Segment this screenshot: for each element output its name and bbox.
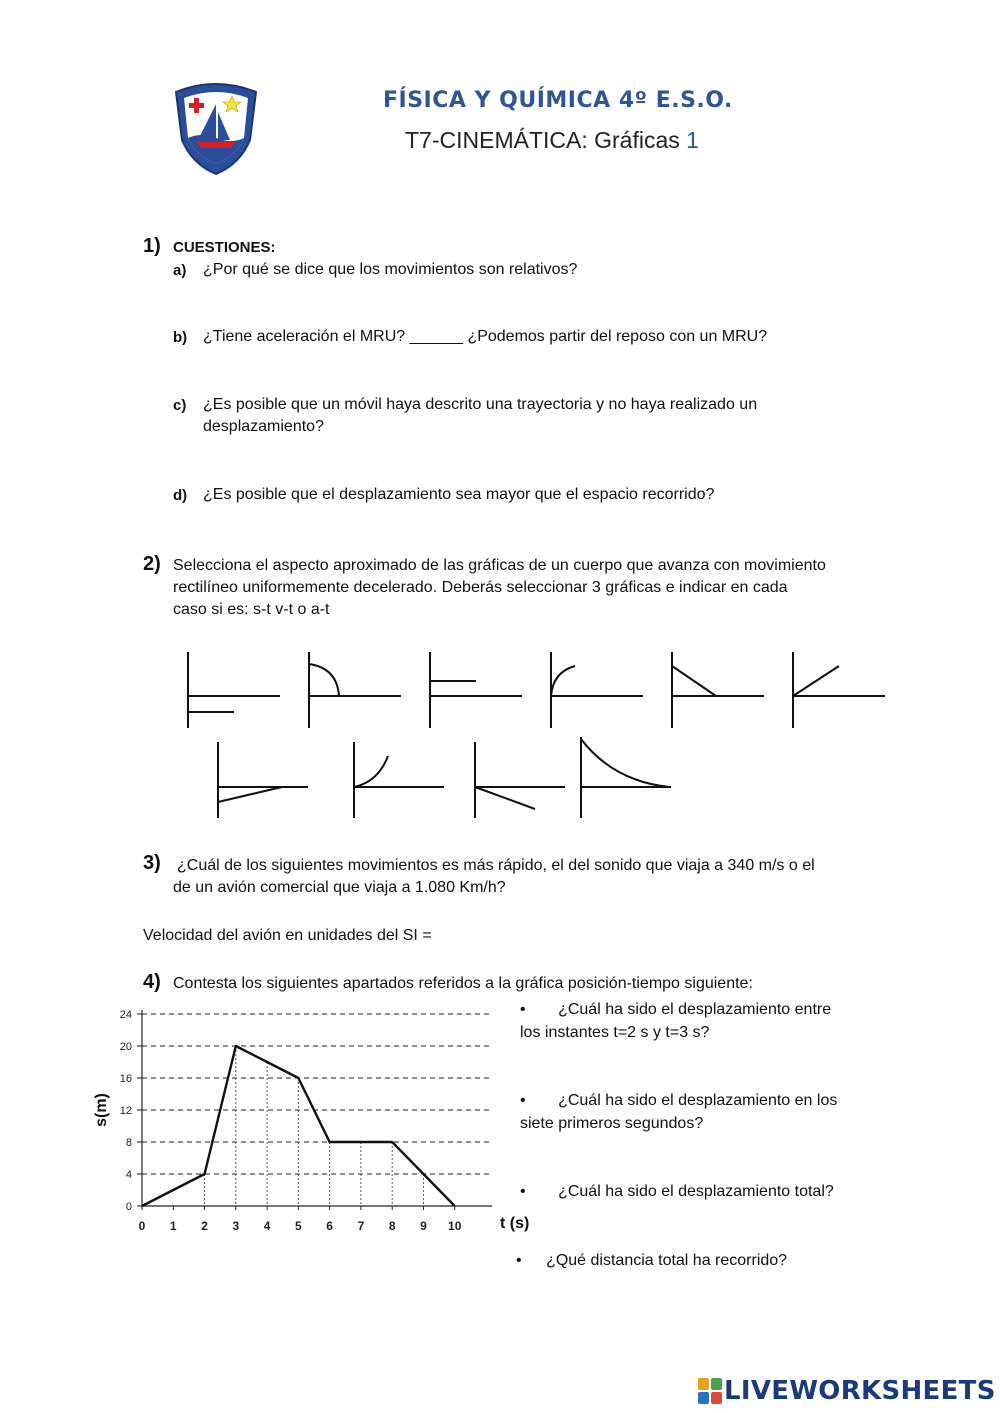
x-tick-label: 4: [263, 1219, 271, 1233]
x-tick-label: 9: [420, 1219, 427, 1233]
item-a-text: ¿Por qué se dice que los movimientos son relativos?: [203, 261, 578, 278]
x-tick-label: 10: [448, 1219, 462, 1233]
x-tick-label: 6: [326, 1219, 333, 1233]
crest-cross-h: [189, 103, 204, 108]
question-1-number: 1): [143, 235, 161, 257]
graph-option-1[interactable]: [182, 650, 282, 730]
graph-option-6[interactable]: [787, 650, 887, 730]
graph-option-9[interactable]: [469, 740, 569, 820]
question-3-line-2: de un avión comercial que viaja a 1.080 Km/h?: [173, 879, 506, 896]
y-tick-label: 20: [119, 1041, 132, 1053]
bullet-4-line-1: ¿Qué distancia total ha recorrido?: [546, 1252, 788, 1269]
graph-option-7[interactable]: [212, 740, 312, 820]
question-3-line-1: ¿Cuál de los siguientes movimientos es más rápido, el del sonido que viaja a 340 m/s o el: [177, 857, 815, 874]
item-c-text-continued: desplazamiento?: [203, 418, 324, 435]
x-axis-label: t (s): [500, 1215, 530, 1232]
question-3-answer-prompt: Velocidad del avión en unidades del SI =: [143, 927, 432, 944]
item-d-text: ¿Es posible que el desplazamiento sea mayor que el espacio recorrido?: [203, 486, 715, 503]
question-2-line-1: Selecciona el aspecto aproximado de las gráficas de un cuerpo que avanza con movimiento: [173, 557, 826, 574]
bullet-2-line-2: siete primeros segundos?: [520, 1115, 704, 1132]
question-2-line-2: rectilíneo uniformemente decelerado. Deberás seleccionar 3 gráficas e indicar en cada: [173, 579, 788, 596]
bullet-3-line-1: ¿Cuál ha sido el desplazamiento total?: [558, 1183, 834, 1200]
bullet-1-line-2: los instantes t=2 s y t=3 s?: [520, 1024, 710, 1041]
x-tick-label: 2: [201, 1219, 208, 1233]
page-subtitle: [405, 127, 699, 154]
graph-option-3[interactable]: [424, 650, 524, 730]
graph-option-2[interactable]: [303, 650, 403, 730]
bullet-dot: •: [520, 1092, 526, 1109]
y-tick-label: 0: [125, 1201, 132, 1213]
y-tick-label: 12: [119, 1105, 132, 1117]
question-3-number: 3): [143, 852, 161, 874]
bullet-item-2: [520, 1089, 837, 1135]
bullet-dot: •: [516, 1252, 522, 1269]
x-tick-label: 5: [295, 1219, 302, 1233]
question-2-number: 2): [143, 553, 161, 575]
school-crest-logo: [170, 82, 262, 178]
y-tick-label: 24: [119, 1009, 132, 1021]
bullet-item-3: [520, 1180, 834, 1203]
y-tick-label: 4: [125, 1169, 132, 1181]
graph-option-4[interactable]: [545, 650, 645, 730]
graph-option-10[interactable]: [575, 735, 675, 820]
x-tick-label: 7: [357, 1219, 365, 1233]
item-b-label: b): [173, 329, 188, 346]
footer-brand[interactable]: [698, 1376, 996, 1406]
question-4-intro: Contesta los siguientes apartados referidos a la gráfica posición-tiempo siguiente:: [173, 975, 753, 992]
bullet-1-line-1: ¿Cuál ha sido el desplazamiento entre: [558, 1001, 832, 1018]
graph-option-8[interactable]: [348, 740, 448, 820]
footer-brand-text: LIVEWORKSHEETS: [724, 1376, 996, 1406]
x-tick-label: 8: [388, 1219, 396, 1233]
item-c-label: c): [173, 397, 187, 414]
subtitle-number: 1: [686, 127, 699, 153]
x-tick-label: 0: [138, 1219, 146, 1233]
subtitle-text: T7-CINEMÁTICA: Gráficas: [405, 127, 680, 153]
page-title: FÍSICA Y QUÍMICA 4º E.S.O.: [383, 88, 733, 113]
item-d-label: d): [173, 487, 188, 504]
x-tick-label: 1: [169, 1219, 177, 1233]
graph-option-5[interactable]: [666, 650, 766, 730]
y-axis-label: s(m): [93, 1093, 110, 1127]
y-tick-label: 16: [119, 1073, 132, 1085]
question-1-heading: CUESTIONES:: [173, 239, 276, 256]
bullet-dot: •: [520, 1001, 526, 1018]
item-c-text: ¿Es posible que un móvil haya descrito una trayectoria y no haya realizado un: [203, 396, 758, 413]
question-4-number: 4): [143, 971, 161, 993]
item-a-label: a): [173, 262, 187, 279]
question-2-line-3: caso si es: s-t v-t o a-t: [173, 601, 330, 618]
bullet-item-4: [516, 1249, 787, 1272]
x-tick-label: 3: [232, 1219, 240, 1233]
bullet-2-line-1: ¿Cuál ha sido el desplazamiento en los: [558, 1092, 838, 1109]
question-3-answer-field[interactable]: [450, 925, 710, 947]
bullet-dot: •: [520, 1183, 526, 1200]
y-tick-label: 8: [125, 1137, 132, 1149]
liveworksheets-logo-icon: [698, 1378, 722, 1404]
position-time-chart: [88, 1000, 530, 1240]
crest-boat: [196, 142, 236, 148]
item-b-text: ¿Tiene aceleración el MRU? ______ ¿Podemos partir del reposo con un MRU?: [203, 328, 768, 345]
bullet-item-1: [520, 998, 831, 1044]
